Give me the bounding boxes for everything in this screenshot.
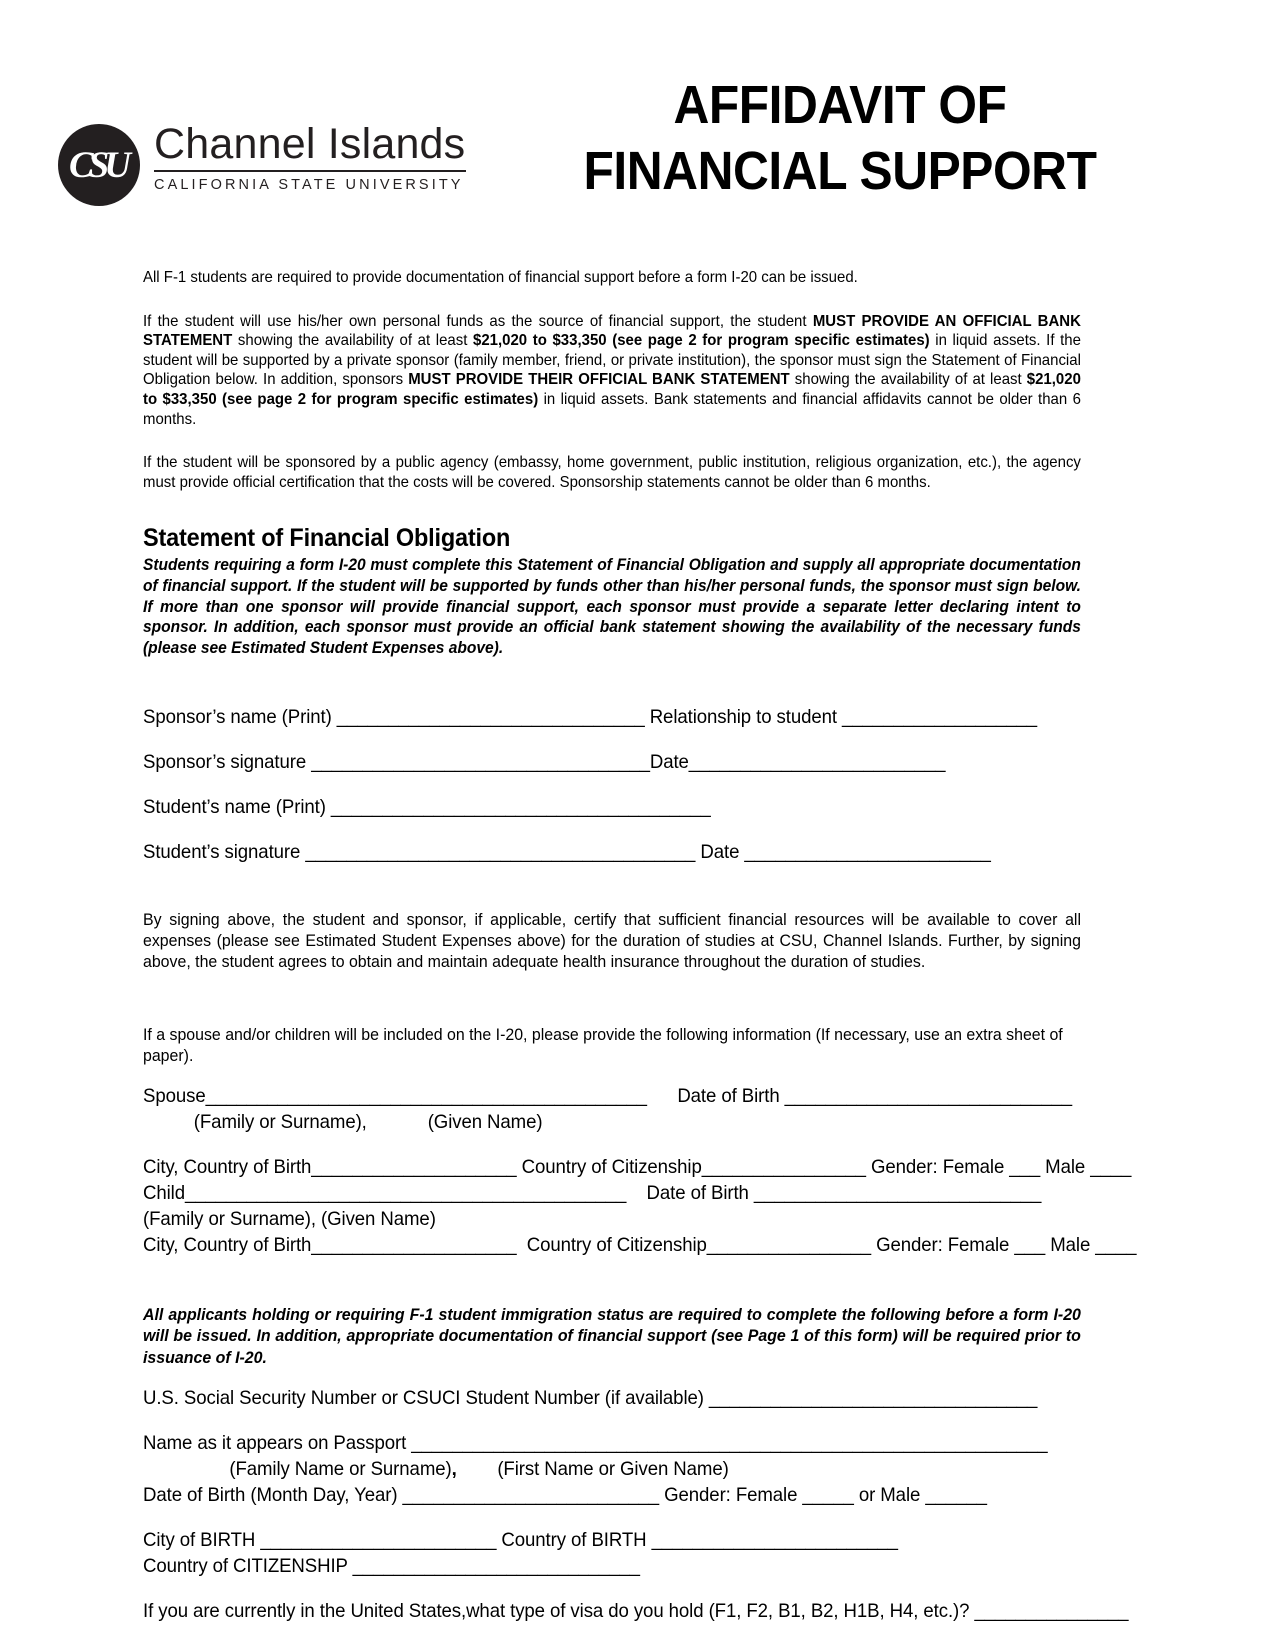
sponsor-signature-field[interactable]: Sponsor’s signature _________________________________ [143, 750, 650, 773]
spacer [143, 675, 1081, 704]
student-signature-field[interactable]: Student’s signature ______________________________________ [143, 840, 696, 863]
dependents-intro-paragraph: If a spouse and/or children will be included on the I-20, please provide the following information (If necessary, use an extra sheet of paper). [143, 1025, 1063, 1065]
dob-field[interactable]: Date of Birth (Month Day, Year) _________________________ [143, 1483, 660, 1506]
country-of-citizenship-field[interactable]: Country of CITIZENSHIP ____________________________ [143, 1554, 640, 1577]
form-row-spouse [143, 1083, 1081, 1109]
spouse-gender-field[interactable]: Gender: Female ___ Male ____ [870, 1156, 1132, 1179]
child-name-field[interactable]: Child___________________________________________ [143, 1182, 627, 1205]
sponsor-date-field[interactable]: Date_________________________ [649, 750, 946, 773]
student-name-field[interactable]: Student’s name (Print) _____________________________________ [143, 795, 711, 818]
visa-type-field[interactable]: If you are currently in the United States,what type of visa do you hold (F1, F2, B1, B2, H1B, H4, etc.)? _______________ [143, 1599, 1129, 1622]
p2-seg-a: If the student will use his/her own personal funds as the source of financial support, the student [143, 312, 813, 330]
student-date-field[interactable]: Date ________________________ [700, 840, 991, 863]
spacer [143, 820, 1081, 839]
obligation-italic-paragraph: Students requiring a form I-20 must complete this Statement of Financial Obligation and supply all appropriate documentation of financial support. If the student will be supported by funds other than his/her personal funds, the sponsor must sign below. If more than one sponsor will provide financial support, each sponsor must provide a separate letter declaring intent to sponsor. In addition, each sponsor must provide an official bank statement showing the availability of the necessary funds (please see Estimated Student Expenses above). [143, 556, 1081, 657]
child-citizenship-field[interactable]: Country of Citizenship________________ [526, 1234, 871, 1257]
child-name-hint-label: (Family or Surname), (Given Name) [143, 1208, 436, 1231]
passport-given-name-hint: (First Name or Given Name) [497, 1457, 729, 1480]
p2-seg-e: in liquid assets. If the student will be supported by a private sponsor (family member, friend, or private institution), the sponsor must sign the Statement of Financial Obligation below. In addition, sponsors [143, 332, 1081, 389]
country-of-birth-field[interactable]: Country of BIRTH ________________________ [501, 1528, 898, 1551]
spacer [143, 730, 1081, 749]
page-title-line-2: FINANCIAL SUPPORT [583, 141, 1097, 201]
applicant-notice-paragraph: All applicants holding or requiring F-1 student immigration status are required to complete the following before a form I-20 will be issued. In addition, appropriate documentation of financial support (see Page 1 of this form) will be required prior to issuance of I-20. [143, 1304, 1081, 1367]
spacer [143, 1579, 1081, 1598]
form-row-birthplace [143, 1527, 1081, 1553]
page-title-line-1: AFFIDAVIT OF [673, 75, 1007, 135]
spacer [143, 989, 1081, 1008]
city-of-birth-field[interactable]: City of BIRTH _______________________ [143, 1528, 497, 1551]
relationship-field[interactable]: Relationship to student ___________________ [649, 705, 1038, 728]
sponsor-name-field[interactable]: Sponsor’s name (Print) ______________________________ [143, 705, 645, 728]
child-city-field[interactable]: City, Country of Birth____________________ [143, 1234, 517, 1257]
document-header [0, 60, 1275, 230]
spacer [143, 1508, 1081, 1527]
form-row-spouse-birth-details [143, 1154, 1132, 1180]
csu-channel-islands-logo [58, 120, 478, 230]
p2-bold-amount-2: $21,020 to $33,350 (see page 2 for program specific estimates) [143, 371, 1081, 408]
p2-seg-i: in liquid assets. Bank statements and financial affidavits cannot be older than 6 months. [143, 390, 1081, 428]
csu-seal-icon [58, 124, 140, 206]
spacer [143, 492, 1081, 523]
p2-bold-amount-1: $21,020 to $33,350 (see page 2 for program specific estimates) [473, 332, 930, 350]
ssn-field[interactable]: U.S. Social Security Number or CSUCI Student Number (if available) ________________________________ [143, 1386, 1038, 1409]
spouse-city-field[interactable]: City, Country of Birth____________________ [143, 1156, 517, 1179]
intro-paragraph-1: All F-1 students are required to provide documentation of financial support before a form I-20 can be issued. [143, 269, 858, 286]
spacer [143, 775, 1081, 794]
form-row-visa-question [143, 1598, 1129, 1624]
spacer [143, 1135, 1081, 1154]
csu-monogram-label: CSU [69, 144, 126, 186]
passport-family-name-hint: (Family Name or Surname) [229, 1457, 452, 1480]
section-heading-financial-obligation: Statement of Financial Obligation [143, 524, 511, 553]
dob-gender-field[interactable]: Gender: Female _____ or Male ______ [664, 1483, 987, 1506]
form-row-ssn [143, 1385, 1081, 1411]
p2-bold-sponsor-statement: MUST PROVIDE THEIR OFFICIAL BANK STATEMENT [408, 371, 790, 389]
p2-bold-bank-statement: MUST PROVIDE AN OFFICIAL BANK STATEMENT [143, 312, 1081, 350]
form-row-passport-name [143, 1430, 1081, 1456]
p2-seg-c: showing the availability of at least [232, 332, 473, 350]
form-row-student-signature [143, 839, 1081, 865]
page-title [500, 72, 1181, 204]
form-row-student-name [143, 794, 1081, 820]
logo-divider-rule [154, 170, 466, 172]
form-row-sponsor-signature [143, 749, 1081, 775]
form-row-child-name-hint [143, 1206, 1081, 1232]
spacer [143, 288, 1081, 312]
form-row-sponsor-name [143, 704, 1081, 730]
form-row-dob-gender [143, 1482, 1081, 1508]
certification-paragraph: By signing above, the student and sponsor, if applicable, certify that sufficient financial resources will be available to cover all expenses (please see Estimated Student Expenses above) for the duration of studies at CSU, Channel Islands. Further, by signing above, the student agrees to obtain and maintain adequate health insurance throughout the duration of studies. [143, 910, 1081, 971]
form-row-child-birth-details [143, 1232, 1137, 1258]
form-row-child [143, 1180, 1081, 1206]
spacer [143, 1411, 1081, 1430]
passport-name-field[interactable]: Name as it appears on Passport ______________________________________________________________ [143, 1431, 1048, 1454]
logo-system-name: CALIFORNIA STATE UNIVERSITY [154, 177, 464, 193]
spouse-citizenship-field[interactable]: Country of Citizenship________________ [521, 1156, 866, 1179]
logo-university-name: Channel Islands [154, 120, 466, 168]
form-row-citizenship [143, 1553, 1081, 1579]
document-body [143, 268, 1137, 1624]
spacer [143, 429, 1081, 453]
spacer [143, 1258, 1081, 1287]
spouse-dob-field[interactable]: Date of Birth ____________________________ [677, 1085, 1072, 1108]
passport-hint-comma: , [451, 1457, 457, 1480]
form-row-spouse-name-hint [143, 1109, 1081, 1135]
spacer [143, 865, 1081, 894]
spouse-name-field[interactable]: Spouse___________________________________________ [143, 1085, 647, 1108]
logo-wordmark [154, 120, 474, 193]
p2-seg-g: showing the availability of at least [789, 371, 1027, 389]
intro-paragraph-2 [143, 312, 1081, 430]
spouse-name-hint-label: (Family or Surname), (Given Name) [193, 1111, 543, 1134]
intro-paragraph-3: If the student will be sponsored by a public agency (embassy, home government, public institution, religious organization, etc.), the agency must provide official certification that the costs will be covered. Sponsorship statements cannot be older than 6 months. [143, 454, 1081, 491]
child-dob-field[interactable]: Date of Birth ____________________________ [646, 1182, 1042, 1205]
form-row-passport-name-hint [143, 1456, 1081, 1482]
child-gender-field[interactable]: Gender: Female ___ Male ____ [876, 1234, 1137, 1257]
